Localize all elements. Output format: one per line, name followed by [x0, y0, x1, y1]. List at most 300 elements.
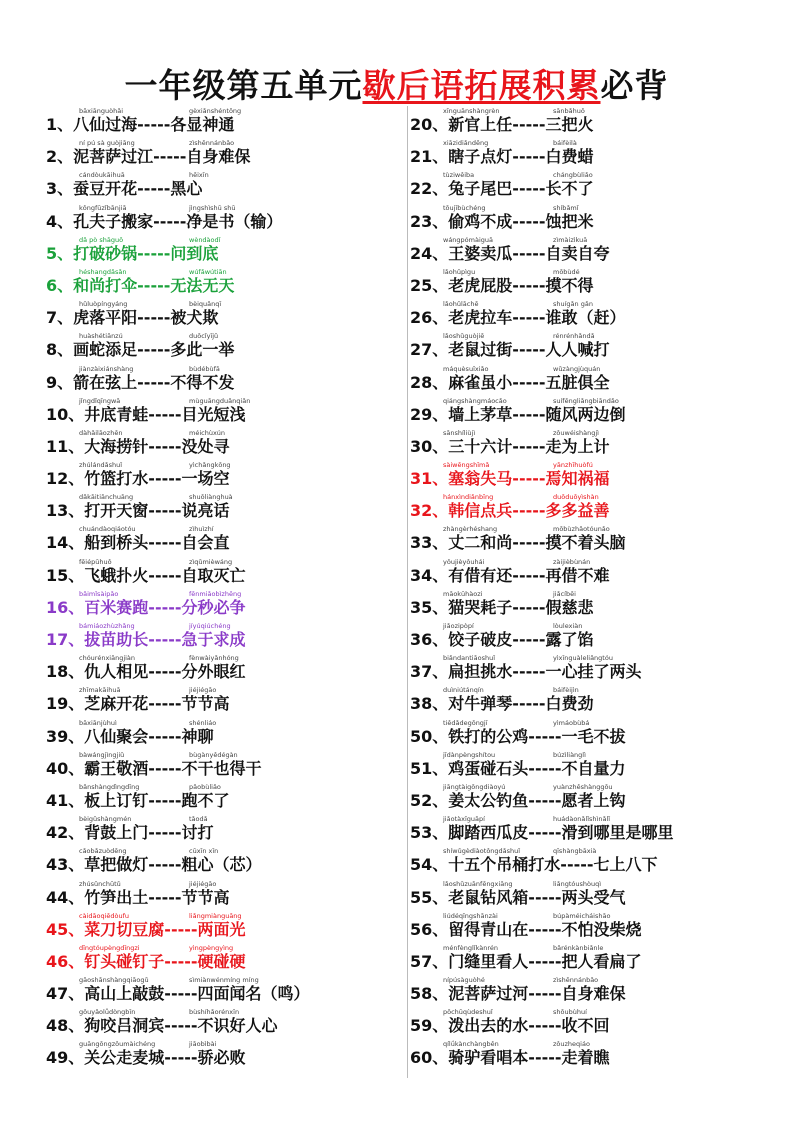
entry-number: 8、 [46, 340, 74, 360]
idiom-first-part: 百米赛跑 [84, 597, 149, 617]
pinyin-first: jiǎotàxīguāpí [443, 815, 485, 824]
pinyin-first: lǎohǔlāchē [443, 300, 479, 309]
pinyin-first: biǎndantiāoshuǐ [443, 654, 496, 663]
idiom-first-part: 三十六计 [448, 436, 513, 456]
idiom-second-part: 四面闻名（鸣） [197, 984, 310, 1004]
pinyin-second: duōcǐyījǔ [189, 332, 219, 341]
idiom-text [410, 115, 594, 135]
entry-number: 37、 [410, 662, 449, 682]
entry-number: 3、 [46, 179, 74, 199]
idiom-second-part: 硬碰硬 [197, 951, 246, 971]
idiom-entry [410, 587, 790, 619]
idiom-entry [410, 426, 790, 458]
idiom-first-part: 画蛇添足 [73, 340, 138, 360]
idiom-first-part: 脚踏西瓜皮 [448, 823, 529, 843]
idiom-second-part: 焉知祸福 [545, 469, 610, 489]
idiom-text [410, 984, 626, 1004]
pinyin-first: kǒngfūzǐbānjiā [79, 203, 127, 212]
pinyin-line [443, 686, 579, 695]
idiom-text [410, 888, 626, 908]
idiom-second-part: 假慈悲 [545, 597, 594, 617]
pinyin-first: nípúsàguòhé [443, 976, 485, 985]
idiom-entry [46, 104, 402, 136]
entry-number: 60、 [410, 1048, 449, 1068]
idiom-entry [410, 233, 790, 265]
dash-separator: ----- [148, 533, 182, 553]
idiom-text [410, 823, 674, 843]
pinyin-second: mùguāngduǎnqiǎn [189, 396, 251, 405]
pinyin-second: bùgànyědégàn [189, 750, 238, 759]
pinyin-first: jiànzàixiánshàng [79, 364, 134, 373]
idiom-first-part: 孔夫子搬家 [73, 211, 154, 231]
right-column [410, 104, 790, 1070]
idiom-text [410, 373, 610, 393]
idiom-text [410, 598, 594, 618]
pinyin-second: bǎrénkànbiǎnle [553, 943, 604, 952]
idiom-entry [46, 458, 402, 490]
entry-number: 33、 [410, 533, 449, 553]
idiom-first-part: 鸡蛋碰石头 [448, 758, 529, 778]
pinyin-first: lǎohǔpìgu [443, 267, 476, 276]
pinyin-line [443, 943, 604, 952]
pinyin-second: mōbùzhǎotóunǎo [553, 525, 610, 534]
idiom-first-part: 泥菩萨过河 [448, 984, 529, 1004]
idiom-second-part: 自会直 [181, 533, 230, 553]
dash-separator: ----- [148, 662, 182, 682]
idiom-text [46, 212, 282, 232]
pinyin-first: ménfènglǐkànrén [443, 943, 498, 952]
pinyin-line [443, 139, 577, 148]
entry-number: 52、 [410, 790, 449, 810]
pinyin-first: chuándàoqiáotóu [79, 525, 136, 534]
dash-separator: ----- [528, 919, 562, 939]
idiom-entry [410, 394, 790, 426]
pinyin-line [443, 493, 599, 502]
idiom-second-part: 问到底 [170, 243, 219, 263]
pinyin-second: jiéjiégāo [189, 879, 217, 888]
pinyin-line [79, 364, 220, 373]
idiom-entry [46, 1037, 402, 1069]
idiom-second-part: 节节高 [181, 694, 230, 714]
idiom-second-part: 蚀把米 [545, 211, 594, 231]
dash-separator: ----- [148, 823, 182, 843]
pinyin-line [79, 300, 222, 309]
idiom-entry [46, 394, 402, 426]
idiom-entry [410, 555, 790, 587]
idiom-text [46, 533, 230, 553]
pinyin-first: qiángshàngmáocǎo [443, 396, 507, 405]
pinyin-second: zìshēnnánbǎo [189, 139, 235, 148]
idiom-first-part: 对牛弹琴 [448, 694, 513, 714]
idiom-first-part: 和尚打伞 [73, 275, 138, 295]
entry-number: 27、 [410, 340, 449, 360]
idiom-entry [46, 812, 402, 844]
entry-number: 44、 [46, 887, 85, 907]
idiom-second-part: 自取灭亡 [181, 565, 246, 585]
idiom-second-part: 白费劲 [545, 694, 594, 714]
entry-number: 7、 [46, 308, 74, 328]
dash-separator: ----- [137, 275, 171, 295]
pinyin-second: mōbùdé [553, 267, 580, 276]
title-black-suffix: 必背 [600, 66, 669, 105]
dash-separator: ----- [528, 984, 562, 1004]
idiom-second-part: 目光短浅 [181, 404, 246, 424]
idiom-first-part: 新官上任 [448, 115, 513, 134]
dash-separator: ----- [512, 340, 546, 360]
idiom-second-part: 滑到哪里是哪里 [561, 823, 674, 843]
pinyin-first: bāxiānguòhǎi [79, 107, 123, 115]
pinyin-second: báifèijìn [553, 686, 579, 695]
pinyin-line [443, 750, 586, 759]
pinyin-line [79, 1008, 240, 1017]
pinyin-line [443, 203, 579, 212]
pinyin-second: duōduōyìshàn [553, 493, 599, 502]
pinyin-second: báifèilà [553, 139, 577, 148]
idiom-first-part: 打破砂锅 [73, 243, 138, 263]
pinyin-line [79, 718, 217, 727]
idiom-text [46, 276, 234, 296]
idiom-second-part: 白费蜡 [545, 147, 594, 167]
idiom-entry [410, 619, 790, 651]
idiom-text [410, 179, 594, 199]
pinyin-second: zìhuìzhí [189, 525, 214, 534]
idiom-first-part: 门缝里看人 [448, 951, 529, 971]
pinyin-first: zhúlándǎshuǐ [79, 461, 123, 470]
idiom-first-part: 草把做灯 [84, 855, 149, 875]
pinyin-first: sānshíliùjì [443, 428, 476, 437]
idiom-second-part: 说亮话 [181, 501, 230, 521]
pinyin-second: wúfǎwútiān [189, 267, 227, 276]
pinyin-second: wèndàodǐ [189, 235, 221, 244]
idiom-second-part: 一场空 [181, 469, 230, 489]
entry-number: 13、 [46, 501, 85, 521]
idiom-first-part: 泥菩萨过江 [73, 147, 154, 167]
pinyin-second: zìshēnnánbǎo [553, 976, 599, 985]
entry-number: 32、 [410, 501, 449, 521]
dash-separator: ----- [148, 630, 182, 649]
idiom-first-part: 饺子破皮 [448, 630, 513, 649]
idiom-text [410, 308, 626, 328]
pinyin-first: bèigǔshàngmén [79, 815, 132, 824]
pinyin-second: zìmàizìkuā [553, 235, 588, 244]
entry-number: 12、 [46, 469, 85, 489]
idiom-text [46, 244, 218, 264]
entry-number: 50、 [410, 726, 449, 746]
idiom-second-part: 不干也得干 [181, 758, 262, 778]
entry-number: 59、 [410, 1016, 449, 1036]
idiom-second-part: 分秒必争 [181, 597, 246, 617]
idiom-entry [46, 522, 402, 554]
pinyin-line [443, 847, 597, 856]
pinyin-first: máquèsuīxiǎo [443, 364, 489, 373]
idiom-entry [46, 1005, 402, 1037]
idiom-second-part: 愿者上钩 [561, 790, 626, 810]
dash-separator: ----- [137, 179, 171, 199]
idiom-first-part: 竹篮打水 [84, 469, 149, 489]
idiom-entry [46, 265, 402, 297]
idiom-text [410, 662, 642, 682]
entry-number: 51、 [410, 758, 449, 778]
pinyin-second: huádàonǎlǐshìnǎlǐ [553, 815, 611, 824]
idiom-text [410, 694, 594, 714]
entry-number: 39、 [46, 726, 85, 746]
idiom-first-part: 板上订钉 [84, 790, 149, 810]
idiom-entry [410, 748, 790, 780]
entry-number: 5、 [46, 243, 74, 263]
idiom-text [410, 437, 610, 457]
idiom-second-part: 两面光 [197, 919, 246, 939]
entry-number: 54、 [410, 855, 449, 875]
pinyin-second: wǔzàngjùquán [553, 364, 601, 373]
idiom-text [410, 533, 626, 553]
idiom-text [46, 888, 230, 908]
idiom-second-part: 自身难保 [561, 984, 626, 1004]
idiom-second-part: 随风两边倒 [545, 404, 626, 424]
idiom-entry [410, 168, 790, 200]
entry-number: 41、 [46, 790, 85, 810]
idiom-second-part: 没处寻 [181, 436, 230, 456]
idiom-text [410, 501, 610, 521]
pinyin-line [443, 1040, 590, 1049]
pinyin-second: lòulexiàn [553, 622, 583, 630]
entry-number: 55、 [410, 887, 449, 907]
idiom-second-part: 讨打 [181, 823, 214, 843]
entry-number: 22、 [410, 179, 449, 199]
idiom-text [410, 952, 642, 972]
idiom-first-part: 大海捞针 [84, 436, 149, 456]
pinyin-first: guāngōngzǒumàichéng [79, 1040, 156, 1049]
pinyin-second: hēixīn [189, 171, 209, 180]
pinyin-second: búzìliànglì [553, 750, 586, 759]
dash-separator: ----- [528, 1016, 562, 1036]
pinyin-first: jǐngdǐqīngwā [79, 396, 121, 405]
idiom-text [46, 791, 230, 811]
dash-separator: ----- [512, 694, 546, 714]
dash-separator: ----- [512, 501, 546, 521]
pinyin-line [79, 589, 242, 598]
entry-number: 26、 [410, 308, 449, 328]
pinyin-line [443, 879, 602, 888]
pinyin-line [443, 171, 593, 180]
idiom-first-part: 王婆卖瓜 [448, 243, 513, 263]
idiom-text [46, 1048, 246, 1068]
idiom-entry [46, 555, 402, 587]
pinyin-line [79, 654, 239, 663]
idiom-entry [46, 426, 402, 458]
pinyin-line [79, 911, 242, 920]
idiom-text [46, 405, 246, 425]
idiom-second-part: 走着瞧 [561, 1048, 610, 1068]
idiom-text [46, 823, 214, 843]
idiom-text [46, 566, 246, 586]
idiom-second-part: 骄必败 [197, 1048, 246, 1068]
idiom-first-part: 骑驴看唱本 [448, 1048, 529, 1068]
idiom-second-part: 谁敢（赶） [545, 308, 626, 328]
pinyin-first: zhàngèrhéshang [443, 525, 498, 534]
pinyin-second: rénrénhǎndǎ [553, 332, 595, 341]
pinyin-second: fēnmiǎobìzhēng [189, 589, 242, 598]
title-red-part: 歇后语拓展积累 [362, 66, 601, 105]
pinyin-second: sānbǎhuǒ [553, 107, 585, 115]
entry-number: 1、 [46, 115, 74, 134]
dash-separator: ----- [512, 469, 546, 489]
entry-number: 43、 [46, 855, 85, 875]
dash-separator: ----- [528, 887, 562, 907]
idiom-first-part: 麻雀虽小 [448, 372, 513, 392]
pinyin-first: cándòukāihuā [79, 171, 125, 180]
pinyin-second: yìngpèngyìng [189, 943, 234, 952]
dash-separator: ----- [512, 147, 546, 167]
idiom-first-part: 老虎屁股 [448, 275, 513, 295]
entry-number: 46、 [46, 951, 85, 971]
entry-number: 6、 [46, 275, 74, 295]
idiom-entry [46, 844, 402, 876]
idiom-first-part: 韩信点兵 [448, 501, 513, 521]
idiom-second-part: 急于求成 [181, 630, 246, 649]
pinyin-first: dǎkāitiānchuāng [79, 493, 134, 502]
pinyin-line [443, 107, 585, 115]
pinyin-first: pōchūqùdeshuǐ [443, 1008, 493, 1017]
idiom-text [46, 469, 230, 489]
pinyin-line [79, 461, 231, 470]
idiom-first-part: 船到桥头 [84, 533, 149, 553]
pinyin-first: bǎimǐsàipǎo [79, 589, 119, 598]
idiom-second-part: 无法无天 [170, 275, 235, 295]
idiom-text [410, 469, 610, 489]
dash-separator: ----- [137, 308, 171, 328]
entry-number: 18、 [46, 662, 85, 682]
idiom-first-part: 霸王敬酒 [84, 758, 149, 778]
idiom-first-part: 蚕豆开花 [73, 179, 138, 199]
dash-separator: ----- [137, 340, 171, 360]
entry-number: 49、 [46, 1048, 85, 1068]
entry-number: 31、 [410, 469, 449, 489]
pinyin-second: bùshíhǎorénxīn [189, 1008, 240, 1017]
dash-separator: ----- [528, 758, 562, 778]
pinyin-line [443, 557, 591, 566]
idiom-second-part: 分外眼红 [181, 662, 246, 682]
idiom-second-part: 黑心 [170, 179, 203, 199]
idiom-text [46, 1016, 278, 1036]
idiom-entry [46, 201, 402, 233]
pinyin-line [443, 461, 593, 470]
entry-number: 23、 [410, 211, 449, 231]
dash-separator: ----- [512, 308, 546, 328]
idiom-first-part: 猫哭耗子 [448, 597, 513, 617]
pinyin-first: jiāngtàigōngdiàoyú [443, 782, 506, 791]
entry-number: 35、 [410, 597, 449, 617]
pinyin-first: héshangdǎsǎn [79, 267, 127, 276]
pinyin-second: shuōliànghuà [189, 493, 233, 502]
pinyin-first: dīngtóupèngdīngzi [79, 943, 140, 952]
idiom-entry [410, 201, 790, 233]
idiom-entry [46, 909, 402, 941]
pinyin-first: gǒuyǎolǚdòngbīn [79, 1008, 136, 1017]
idiom-second-part: 不怕没柴烧 [561, 919, 642, 939]
idiom-text [410, 405, 626, 425]
pinyin-first: hánxìndiǎnbīng [443, 493, 494, 502]
idiom-first-part: 十五个吊桶打水 [448, 855, 561, 875]
pinyin-line [79, 815, 208, 824]
pinyin-second: chángbùliǎo [553, 171, 593, 180]
idiom-text [46, 759, 262, 779]
idiom-entry [46, 651, 402, 683]
entry-number: 15、 [46, 565, 85, 585]
entry-number: 57、 [410, 951, 449, 971]
idiom-second-part: 自身难保 [186, 147, 251, 167]
pinyin-line [79, 267, 227, 276]
idiom-first-part: 竹笋出土 [84, 887, 149, 907]
pinyin-first: qílǘkànchàngběn [443, 1040, 499, 1049]
pinyin-first: liúdéqīngshānzài [443, 911, 498, 920]
pinyin-first: jiǎozipòpí [443, 622, 474, 630]
pinyin-second: tǎodǎ [189, 815, 208, 824]
idiom-first-part: 背鼓上门 [84, 823, 149, 843]
idiom-text [46, 662, 246, 682]
entry-number: 14、 [46, 533, 85, 553]
idiom-entry [46, 716, 402, 748]
idiom-text [46, 598, 246, 618]
idiom-second-part: 节节高 [181, 887, 230, 907]
pinyin-line [79, 622, 231, 630]
pinyin-first: sàiwēngshīmǎ [443, 461, 490, 470]
pinyin-second: jiāobìbài [189, 1040, 217, 1049]
idiom-first-part: 墙上茅草 [448, 404, 513, 424]
idiom-entry [46, 941, 402, 973]
pinyin-second: zǒuzheqiáo [553, 1040, 590, 1049]
idiom-second-part: 多此一举 [170, 340, 235, 360]
dash-separator: ----- [164, 984, 198, 1004]
pinyin-line [443, 267, 580, 276]
pinyin-first: zhúsǔnchūtǔ [79, 879, 121, 888]
idiom-text [46, 308, 218, 328]
pinyin-line [443, 622, 583, 630]
pinyin-first: bǎnshàngdìngdīng [79, 782, 140, 791]
entry-number: 11、 [46, 436, 85, 456]
pinyin-second: qīshàngbāxià [553, 847, 597, 856]
dash-separator: ----- [137, 372, 171, 392]
pinyin-second: jiéjiégāo [189, 686, 217, 695]
idiom-text [46, 984, 310, 1004]
idiom-second-part: 摸不着头脑 [545, 533, 626, 553]
pinyin-first: cǎobǎzuòdēng [79, 847, 127, 856]
dash-separator: ----- [164, 919, 198, 939]
idiom-entry [410, 973, 790, 1005]
idiom-first-part: 老虎拉车 [448, 308, 513, 328]
entry-number: 21、 [410, 147, 449, 167]
pinyin-first: bàwángjìngjiǔ [79, 750, 125, 759]
entry-number: 48、 [46, 1016, 85, 1036]
dash-separator: ----- [148, 855, 182, 875]
idiom-second-part: 自卖自夸 [545, 243, 610, 263]
pinyin-first: dàhǎilāozhēn [79, 428, 123, 437]
idiom-first-part: 扁担挑水 [448, 662, 513, 682]
idiom-first-part: 铁打的公鸡 [448, 726, 529, 746]
idiom-text [46, 630, 246, 650]
pinyin-second: zìqǔmièwáng [189, 557, 233, 566]
idiom-text [46, 694, 230, 714]
idiom-second-part: 再借不难 [545, 565, 610, 585]
pinyin-second: cūxīn xīn [189, 847, 219, 856]
dash-separator: ----- [153, 211, 187, 231]
dash-separator: ----- [148, 790, 182, 810]
idiom-entry [46, 329, 402, 361]
idiom-text [410, 920, 642, 940]
pinyin-second: fènwàiyǎnhóng [189, 654, 239, 663]
idiom-text [410, 212, 594, 232]
entry-number: 53、 [410, 823, 449, 843]
idiom-entry [410, 651, 790, 683]
